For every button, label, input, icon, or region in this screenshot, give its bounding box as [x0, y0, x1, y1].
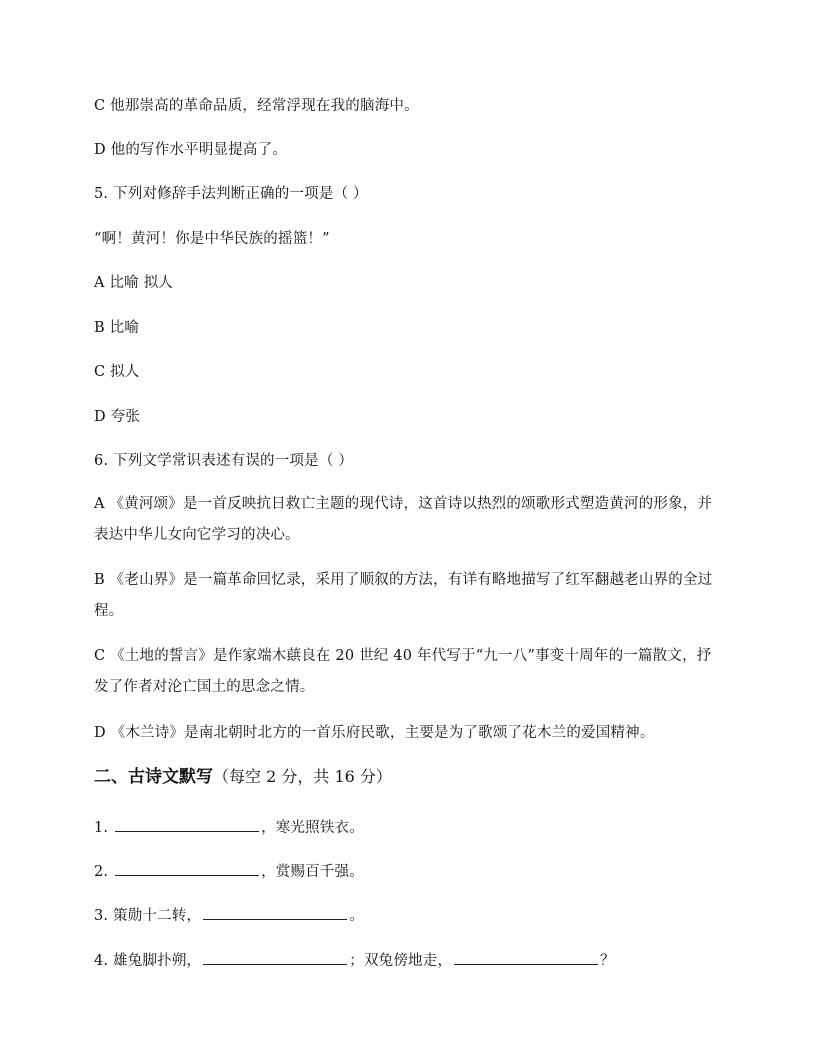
section-score-note: （每空 2 分，共 16 分）: [213, 767, 392, 786]
fill-item-2: [94, 861, 364, 882]
fill-item-2-number: 2.: [94, 864, 109, 880]
fill-item-1: [94, 817, 364, 838]
fill-blank-2[interactable]: [115, 861, 259, 876]
fill-item-3: [94, 905, 364, 926]
q5-quote: “啊！黄河！你是中华民族的摇篮！”: [94, 231, 330, 247]
fill-item-3-end: 。: [349, 908, 364, 924]
q6-stem: 6. 下列文学常识表述有误的一项是（ ）: [94, 453, 354, 469]
section-heading: [94, 766, 392, 788]
fill-item-4-text: 4. 雄兔脚扑朔，: [94, 953, 202, 969]
fill-item-1-number: 1.: [94, 820, 109, 836]
q5-stem: 5. 下列对修辞手法判断正确的一项是（ ）: [94, 186, 368, 202]
fill-item-3-text: 3. 策勋十二转，: [94, 908, 202, 924]
q4-option-c: C 他那崇高的革命品质，经常浮现在我的脑海中。: [94, 98, 419, 114]
fill-blank-1[interactable]: [115, 817, 259, 832]
fill-item-4: [94, 950, 615, 971]
fill-item-4-mid: ；双兔傍地走，: [349, 953, 453, 969]
q5-option-c: C 拟人: [94, 364, 140, 380]
q6-option-b: B 《老山界》是一篇革命回忆录，采用了顺叙的方法，有详有略地描写了红军翻越老山界的全过程。: [94, 572, 713, 619]
q6-option-c: C 《土地的誓言》是作家端木蕻良在 20 世纪 40 年代写于“九一八”事变十周年的一篇散文，抒发了作者对沦亡国土的思念之情。: [94, 648, 712, 695]
fill-item-1-text: ，寒光照铁衣。: [261, 820, 364, 836]
q6-option-d: D 《木兰诗》是南北朝时北方的一首乐府民歌，主要是为了歌颂了花木兰的爱国精神。: [94, 725, 655, 741]
q5-option-d: D 夸张: [94, 409, 141, 425]
fill-blank-3[interactable]: [203, 905, 347, 920]
section-title: 二、古诗文默写: [94, 767, 213, 787]
q5-option-a: A 比喻 拟人: [94, 275, 174, 291]
fill-item-2-text: ，赏赐百千强。: [261, 864, 364, 880]
fill-blank-4b[interactable]: [454, 950, 598, 965]
q4-option-d: D 他的写作水平明显提高了。: [94, 142, 288, 158]
fill-blank-4a[interactable]: [203, 950, 347, 965]
fill-item-4-end: ？: [600, 953, 615, 969]
q6-option-a: A 《黄河颂》是一首反映抗日救亡主题的现代诗，这首诗以热烈的颂歌形式塑造黄河的形象，并表达中华儿女向它学习的决心。: [94, 496, 713, 543]
q5-option-b: B 比喻: [94, 320, 140, 336]
